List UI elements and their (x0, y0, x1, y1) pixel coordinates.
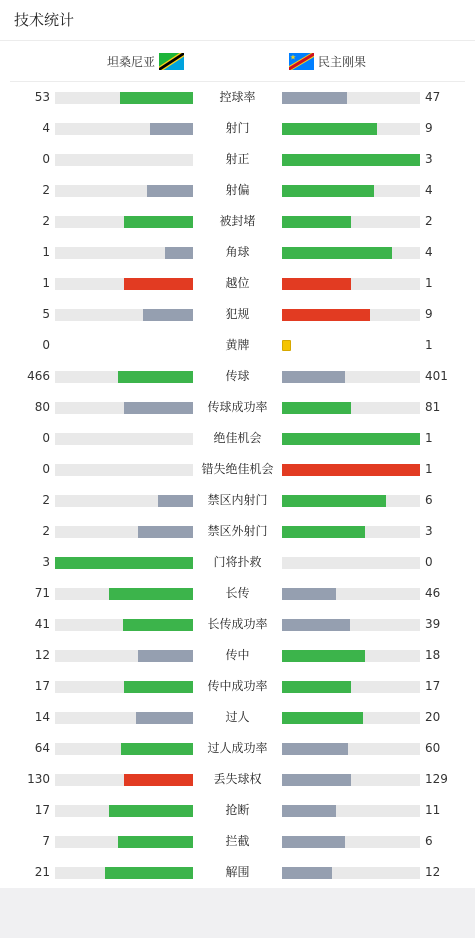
away-value: 9 (425, 307, 433, 321)
home-value: 2 (42, 214, 50, 228)
stat-row (0, 547, 475, 578)
away-bar-track (282, 619, 420, 631)
stat-label: 传中成功率 (207, 679, 268, 693)
away-bar-track (282, 154, 420, 166)
home-bar-track (55, 712, 193, 724)
stat-label: 角球 (225, 245, 250, 259)
away-bar-fill (282, 216, 351, 228)
home-bar-track (55, 278, 193, 290)
away-bar-track (282, 495, 420, 507)
away-bar-track (282, 278, 420, 290)
away-bar-track (282, 681, 420, 693)
away-value: 6 (425, 834, 433, 848)
stat-row (0, 330, 475, 361)
away-value: 1 (425, 462, 433, 476)
home-bar-track (55, 92, 193, 104)
away-bar-track (282, 371, 420, 383)
away-value: 3 (425, 152, 433, 166)
home-bar-track (55, 402, 193, 414)
away-value: 18 (425, 648, 441, 662)
stat-row (0, 826, 475, 857)
away-bar-fill (282, 185, 374, 197)
stat-label: 犯规 (225, 307, 250, 321)
stat-label: 门将扑救 (213, 555, 262, 569)
stat-label: 传球 (225, 369, 250, 383)
home-value: 21 (34, 865, 50, 879)
away-value: 1 (425, 338, 433, 352)
away-value: 11 (425, 803, 441, 817)
away-bar-track (282, 216, 420, 228)
home-value: 0 (42, 338, 50, 352)
stat-label: 错失绝佳机会 (201, 462, 274, 476)
home-bar-track (55, 681, 193, 693)
home-value: 53 (34, 90, 50, 104)
away-bar-fill (282, 92, 347, 104)
stat-label: 长传成功率 (207, 617, 268, 631)
away-value: 1 (425, 276, 433, 290)
dr-congo-flag-icon (289, 53, 314, 70)
stat-row (0, 113, 475, 144)
away-bar-track (282, 650, 420, 662)
home-value: 1 (42, 276, 50, 290)
home-value: 3 (42, 555, 50, 569)
away-team-name: 民主刚果 (318, 54, 367, 69)
home-bar-track (55, 309, 193, 321)
away-value: 12 (425, 865, 441, 879)
home-bar-track (55, 526, 193, 538)
home-value: 2 (42, 183, 50, 197)
away-bar-track (282, 774, 420, 786)
stat-row (0, 237, 475, 268)
stat-label: 禁区内射门 (207, 493, 268, 507)
away-bar-track (282, 712, 420, 724)
home-bar-track (55, 836, 193, 848)
away-bar-fill (282, 154, 420, 166)
home-bar-track (55, 805, 193, 817)
away-bar-fill (282, 588, 336, 600)
stat-label: 被封堵 (219, 214, 256, 228)
home-value: 5 (42, 307, 50, 321)
away-bar-fill (282, 867, 332, 879)
home-bar-fill (118, 371, 193, 383)
home-bar-fill (136, 712, 193, 724)
home-bar-fill (143, 309, 193, 321)
stat-label: 禁区外射门 (207, 524, 268, 538)
home-bar-fill (138, 526, 193, 538)
away-value: 2 (425, 214, 433, 228)
stat-row (0, 609, 475, 640)
teams-header (10, 41, 465, 82)
stat-label: 丢失球权 (213, 772, 262, 786)
away-value: 1 (425, 431, 433, 445)
stat-label: 过人 (225, 710, 250, 724)
home-value: 466 (27, 369, 50, 383)
away-value: 60 (425, 741, 441, 755)
away-value: 129 (425, 772, 448, 786)
home-bar-track (55, 371, 193, 383)
stat-row (0, 454, 475, 485)
stat-row (0, 702, 475, 733)
stat-row (0, 516, 475, 547)
away-bar-track (282, 433, 420, 445)
away-bar-fill (282, 712, 363, 724)
home-value: 0 (42, 462, 50, 476)
away-value: 0 (425, 555, 433, 569)
stat-row (0, 857, 475, 888)
away-bar-fill (282, 247, 392, 259)
stat-label: 长传 (225, 586, 250, 600)
home-team-name: 坦桑尼亚 (106, 54, 155, 69)
away-bar-track (282, 185, 420, 197)
away-bar-track (282, 464, 420, 476)
home-bar-fill (118, 836, 193, 848)
away-bar-track (282, 867, 420, 879)
stat-label: 射正 (225, 152, 250, 166)
home-bar-fill (165, 247, 193, 259)
away-value: 39 (425, 617, 441, 631)
home-bar-fill (109, 588, 193, 600)
home-bar-fill (150, 123, 193, 135)
home-bar-track (55, 650, 193, 662)
away-bar-track (282, 526, 420, 538)
stat-row (0, 361, 475, 392)
stat-label: 过人成功率 (207, 741, 268, 755)
away-team (289, 41, 366, 81)
home-bar-fill (138, 650, 193, 662)
away-value: 6 (425, 493, 433, 507)
away-bar-fill (282, 526, 365, 538)
stat-row (0, 175, 475, 206)
home-value: 0 (42, 431, 50, 445)
home-bar-fill (120, 92, 193, 104)
stat-row (0, 144, 475, 175)
stat-label: 传球成功率 (207, 400, 268, 414)
home-value: 130 (27, 772, 50, 786)
away-bar-fill (282, 433, 420, 445)
stat-row (0, 423, 475, 454)
away-bar-track (282, 402, 420, 414)
away-bar-track (282, 123, 420, 135)
tanzania-flag-icon (159, 53, 184, 70)
home-value: 17 (34, 679, 50, 693)
home-bar-track (55, 185, 193, 197)
home-bar-track (55, 619, 193, 631)
home-bar-fill (121, 743, 193, 755)
stat-row (0, 795, 475, 826)
away-bar-track (282, 588, 420, 600)
home-bar-track (55, 216, 193, 228)
away-value: 81 (425, 400, 441, 414)
away-value: 47 (425, 90, 441, 104)
stat-row (0, 733, 475, 764)
away-bar-fill (282, 371, 345, 383)
home-value: 64 (34, 741, 50, 755)
away-bar-fill (282, 805, 336, 817)
home-bar-fill (158, 495, 193, 507)
stat-row (0, 578, 475, 609)
stat-label: 拦截 (225, 834, 250, 848)
away-value: 9 (425, 121, 433, 135)
away-bar-fill (282, 402, 351, 414)
home-bar-track (55, 495, 193, 507)
home-bar-fill (124, 216, 193, 228)
home-value: 2 (42, 524, 50, 538)
home-bar-track (55, 774, 193, 786)
home-bar-track (55, 464, 193, 476)
stat-label: 抢断 (225, 803, 250, 817)
home-bar-track (55, 247, 193, 259)
home-bar-fill (124, 774, 193, 786)
away-bar-track (282, 340, 420, 352)
away-bar-fill (282, 123, 377, 135)
home-bar-fill (105, 867, 193, 879)
away-value: 17 (425, 679, 441, 693)
stat-row (0, 764, 475, 795)
home-value: 41 (34, 617, 50, 631)
away-bar-track (282, 309, 420, 321)
away-bar-fill (282, 774, 351, 786)
home-value: 17 (34, 803, 50, 817)
away-bar-track (282, 805, 420, 817)
away-bar-track (282, 92, 420, 104)
away-bar-track (282, 743, 420, 755)
home-bar-track (55, 867, 193, 879)
stat-label: 绝佳机会 (213, 431, 262, 445)
home-bar-fill (124, 278, 193, 290)
away-bar-fill (282, 464, 420, 476)
home-bar-track (55, 123, 193, 135)
away-bar-track (282, 557, 420, 569)
away-bar-track (282, 247, 420, 259)
away-bar-track (282, 836, 420, 848)
home-bar-fill (124, 681, 193, 693)
away-value: 4 (425, 183, 433, 197)
home-value: 14 (34, 710, 50, 724)
stat-label: 传中 (225, 648, 250, 662)
home-bar-fill (124, 402, 193, 414)
home-value: 80 (34, 400, 50, 414)
home-bar-fill (147, 185, 193, 197)
stat-label: 解围 (225, 865, 250, 879)
away-value: 401 (425, 369, 448, 383)
stat-row (0, 299, 475, 330)
away-bar-fill (282, 278, 351, 290)
section-title: 技术统计 (0, 0, 475, 41)
stat-row (0, 82, 475, 113)
home-bar-track (55, 154, 193, 166)
home-value: 4 (42, 121, 50, 135)
home-value: 12 (34, 648, 50, 662)
stat-row (0, 392, 475, 423)
away-bar-fill (282, 743, 348, 755)
home-value: 0 (42, 152, 50, 166)
away-value: 4 (425, 245, 433, 259)
home-bar-track (55, 588, 193, 600)
home-bar-track (55, 557, 193, 569)
home-value: 7 (42, 834, 50, 848)
away-value: 46 (425, 586, 441, 600)
yellow-card-icon (282, 340, 291, 351)
away-bar-fill (282, 836, 345, 848)
home-bar-fill (109, 805, 193, 817)
home-bar-track (55, 743, 193, 755)
away-bar-fill (282, 309, 370, 321)
home-bar-track (55, 340, 193, 352)
stat-label: 黄牌 (225, 338, 250, 352)
away-bar-fill (282, 650, 365, 662)
away-value: 20 (425, 710, 441, 724)
away-bar-fill (282, 495, 386, 507)
stat-row (0, 206, 475, 237)
stat-row (0, 268, 475, 299)
home-bar-fill (55, 557, 193, 569)
home-value: 2 (42, 493, 50, 507)
away-value: 3 (425, 524, 433, 538)
home-bar-track (55, 433, 193, 445)
home-value: 1 (42, 245, 50, 259)
away-bar-fill (282, 681, 351, 693)
stat-label: 控球率 (219, 90, 256, 104)
stat-row (0, 640, 475, 671)
stat-row (0, 671, 475, 702)
stat-label: 射门 (225, 121, 250, 135)
home-bar-fill (123, 619, 193, 631)
stat-label: 越位 (225, 276, 250, 290)
stat-label: 射偏 (225, 183, 250, 197)
away-bar-fill (282, 619, 350, 631)
stat-row (0, 485, 475, 516)
home-team (107, 41, 184, 81)
home-value: 71 (34, 586, 50, 600)
